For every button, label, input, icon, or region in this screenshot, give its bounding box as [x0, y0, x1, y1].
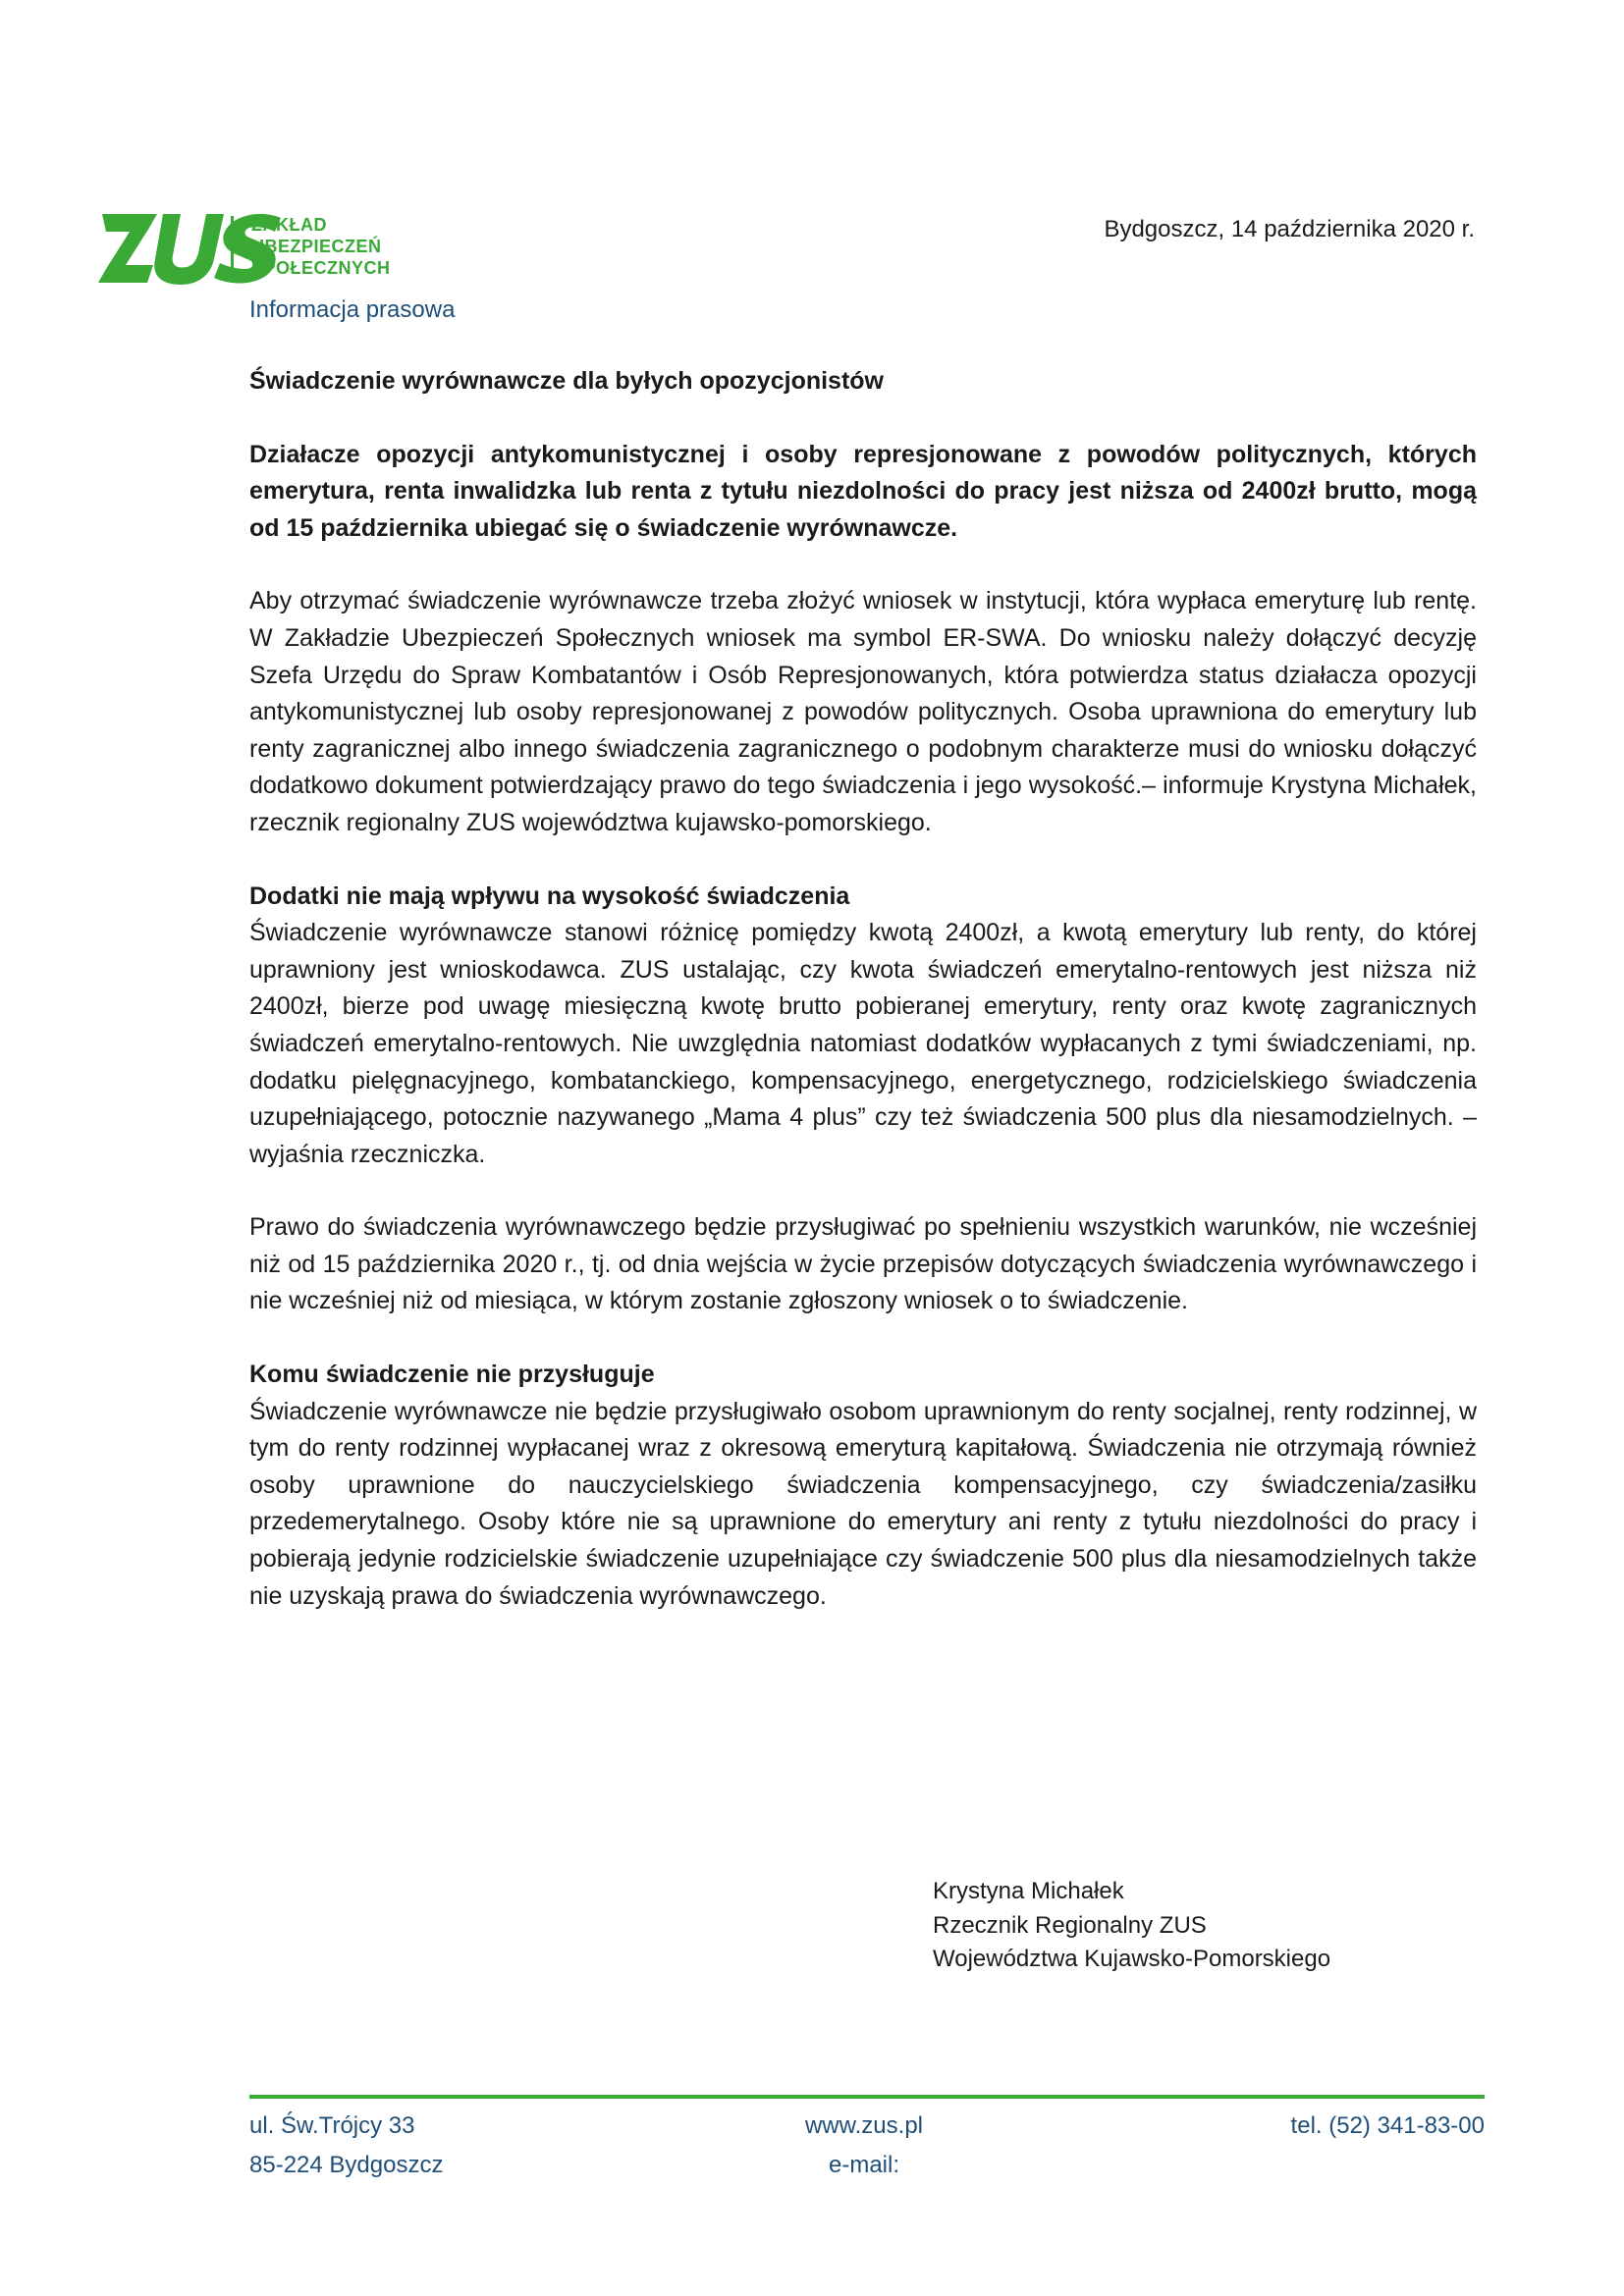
- org-name-line-1: ZAKŁAD: [251, 215, 327, 235]
- paragraph-1: Aby otrzymać świadczenie wyrównawcze trzeba złożyć wniosek w instytucji, która wypłaca emeryturę lub rentę. W Zakładzie Ubezpieczeń Społecznych wniosek ma symbol ER-SWA. Do wniosku należy dołączyć decyzję Szefa Urzędu do Spraw Kombatantów i Osób Represjonowanych, która potwierdza status działacza opozycji antykomunistycznej lub osoby represjonowanej z powodów politycznych. Osoba uprawniona do emerytury lub renty zagranicznej albo innego świadczenia zagranicznego o podobnym charakterze musi do wniosku dołączyć dodatkowo dokument potwierdzający prawo do tego świadczenia i jego wysokość.– informuje Krystyna Michałek, rzecznik regionalny ZUS województwa kujawsko-pomorskiego.: [249, 587, 1477, 836]
- footer-website-link[interactable]: www.zus.pl: [804, 2112, 924, 2139]
- signature-block: [933, 1875, 1330, 1977]
- paragraph-2: Świadczenie wyrównawcze stanowi różnicę pomiędzy kwotą 2400zł, a kwotą emerytury lub renty, do której uprawniony jest wnioskodawca. ZUS ustalając, czy kwota świadczeń emerytalno-rentowych jest niższa niż 2400zł, bierze pod uwagę miesięczną kwotę brutto pobieranej emerytury, renty oraz kwotę zagranicznych świadczeń emerytalno-rentowych. Nie uwzględnia natomiast dodatków wypłacanych z tymi świadczeniami, np. dodatku pielęgnacyjnego, kombatanckiego, kompensacyjnego, energetycznego, rodzicielskiego świadczenia uzupełniającego, potocznie nazywanego „Mama 4 plus” czy też świadczenia 500 plus dla niesamodzielnych. – wyjaśnia rzeczniczka.: [249, 919, 1477, 1168]
- org-name-line-3: SPOŁECZNYCH: [251, 258, 391, 278]
- signature-name: Krystyna Michałek: [933, 1878, 1124, 1904]
- subheading-1: Dodatki nie mają wpływu na wysokość świadczenia: [249, 881, 850, 910]
- footer-address: [249, 2107, 443, 2185]
- subheading-2: Komu świadczenie nie przysługuje: [249, 1361, 655, 1389]
- footer-phone-number: tel. (52) 341-83-00: [1290, 2112, 1485, 2139]
- document-body: [249, 363, 1477, 1651]
- logo-divider: [231, 216, 234, 283]
- press-release-label: Informacja prasowa: [249, 296, 456, 323]
- footer-phone: [1291, 2107, 1485, 2146]
- footer-address-line-2: 85-224 Bydgoszcz: [249, 2152, 444, 2178]
- document-title: Świadczenie wyrównawcze dla byłych opozycjonistów: [249, 367, 884, 395]
- footer-contact: [776, 2107, 952, 2185]
- paragraph-3: Prawo do świadczenia wyrównawczego będzie przysługiwać po spełnieniu wszystkich warunków, nie wcześniej niż od 15 października 2020 r., tj. od dnia wejścia w życie przepisów dotyczących świadczenia wyrównawczego i nie wcześniej niż od miesiąca, w którym zostanie zgłoszony wniosek o to świadczenie.: [249, 1213, 1477, 1315]
- org-name-line-2: UBEZPIECZEŃ: [251, 237, 382, 256]
- lead-paragraph: Działacze opozycji antykomunistycznej i osoby represjonowane z powodów politycznych, których emerytura, renta inwalidzka lub renta z tytułu niezdolności do pracy jest niższa od 2400zł brutto, mogą od 15 października ubiegać się o świadczenie wyrównawcze.: [249, 440, 1477, 542]
- signature-region: Województwa Kujawsko-Pomorskiego: [933, 1946, 1331, 1972]
- document-date: Bydgoszcz, 14 października 2020 r.: [1104, 216, 1475, 242]
- footer-address-line-1: ul. Św.Trójcy 33: [249, 2112, 415, 2139]
- org-name: [251, 214, 391, 279]
- footer-email-label: e-mail:: [828, 2152, 899, 2178]
- paragraph-4: Świadczenie wyrównawcze nie będzie przysługiwało osobom uprawnionym do renty socjalnej, renty rodzinnej, w tym do renty rodzinnej wypłacanej wraz z okresową emeryturą kapitałową. Świadczenia nie otrzymają również osoby uprawnione do nauczycielskiego świadczenia kompensacyjnego, czy świadczenia/zasiłku przedemerytalnego. Osoby które nie są uprawnione do emerytury ani renty z tytułu niezdolności do pracy i pobierają jedynie rodzicielskie świadczenie uzupełniające czy świadczenie 500 plus dla niesamodzielnych także nie uzyskają prawa do świadczenia wyrównawczego.: [249, 1397, 1477, 1610]
- signature-role: Rzecznik Regionalny ZUS: [933, 1911, 1207, 1939]
- footer-divider: [249, 2095, 1485, 2099]
- logo-text: ZUS: [255, 286, 257, 287]
